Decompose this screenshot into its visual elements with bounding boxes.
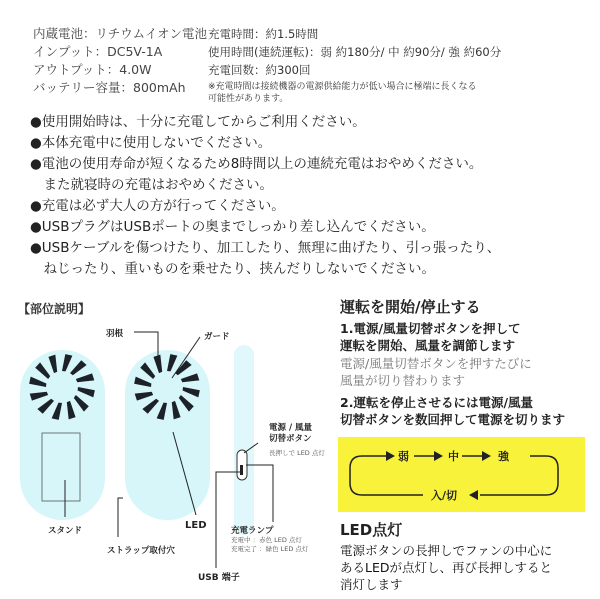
led-text-line: 電源ボタンの長押しでファンの中心に [340,543,553,558]
spec-capacity: バッテリー容量：800mAh [33,80,186,95]
caution-item: ねじったり、重いものを乗せたり、挟んだりしないでください。 [30,261,435,277]
label-line: 電源 / 風量 [269,423,313,433]
label-guard: ガード [204,332,230,342]
label-stand: スタンド [48,526,83,536]
specs-left [33,25,207,97]
spec-charge-time: 充電時間：約1.5時間 [208,27,319,41]
caution-item: ●使用開始時は、十分に充電してからご利用ください。 [30,114,366,130]
lamp-note: 充電中 ：赤色 LED 点灯 [231,536,302,544]
caution-item: ●USBプラグはUSBポートの奥までしっかり差し込んでください。 [30,219,435,235]
speed-cycle-diagram [338,437,585,512]
spec-note [208,81,501,105]
operation-title: 運転を開始/停止する [340,298,481,316]
led-text [340,542,552,593]
step-line: 1.電源/風量切替ボタンを押して [340,321,521,336]
spec-note-line: ※充電時間は接続機器の電源供給能力が低い場合に極端に長くなる [208,82,477,92]
caution-item: ●充電は必ず大人の方が行ってください。 [30,198,285,214]
power-on-off: 入/切 [431,489,458,502]
label-led: LED [185,520,207,531]
parts-title: 【部位説明】 [18,302,91,316]
speed-high: 強 [498,450,509,463]
operation-step2 [340,394,565,428]
label-blade: 羽根 [106,329,124,339]
step-note-line: 風量が切り替わります [340,373,466,388]
label-charge-lamp: 充電ランプ [231,526,274,536]
step-line: 切替ボタンを数回押して電源を切ります [340,412,566,427]
fan-side [234,345,254,535]
spec-output: アウトプット：4.0W [33,62,152,77]
label-power-button [269,423,312,445]
label-line: 切替ボタン [269,434,312,444]
caution-item: ●本体充電中に使用しないでください。 [30,135,272,151]
spec-usage-time: 使用時間(連続運転)：弱 約180分/ 中 約90分/ 強 約60分 [208,45,502,59]
lamp-note: 充電完了 ：緑色 LED 点灯 [231,545,309,553]
specs-right [208,25,501,105]
operation-step1 [340,320,521,354]
caution-item: ●USBケーブルを傷つけたり、加工したり、無理に曲げたり、引っ張ったり、 [30,240,501,256]
speed-low: 弱 [398,450,409,463]
label-usb-port: USB 端子 [198,573,240,583]
operation-step1-note [340,355,532,389]
spec-note-line: 可能性があります。 [208,94,289,104]
cycle-arrows [338,437,585,512]
step-note-line: 電源/風量切替ボタンを押すたびに [340,356,532,371]
spec-input: インプット：DC5V-1A [33,44,163,59]
caution-item: また就寝時の充電はおやめください。 [30,177,273,193]
step-line: 2.運転を停止させるには電源/風量 [340,395,534,410]
led-text-line: あるLEDが点灯し、再び長押しすると [340,560,552,575]
caution-list [30,112,500,280]
button-note: 長押しで LED 点灯 [269,449,325,457]
spec-charge-cycles: 充電回数：約300回 [208,63,311,77]
led-text-line: 消灯します [340,577,403,592]
label-strap-hole: ストラップ取付穴 [107,546,175,556]
speed-medium: 中 [448,450,459,463]
spec-battery: 内蔵電池：リチウムイオン電池 [33,26,208,41]
step-line: 運転を開始、風量を調節します [340,338,516,353]
caution-item: ●電池の使用寿命が短くなるため8時間以上の連続充電はおやめください。 [30,156,483,172]
led-title: LED点灯 [340,521,403,539]
lamp-notes [231,536,308,554]
